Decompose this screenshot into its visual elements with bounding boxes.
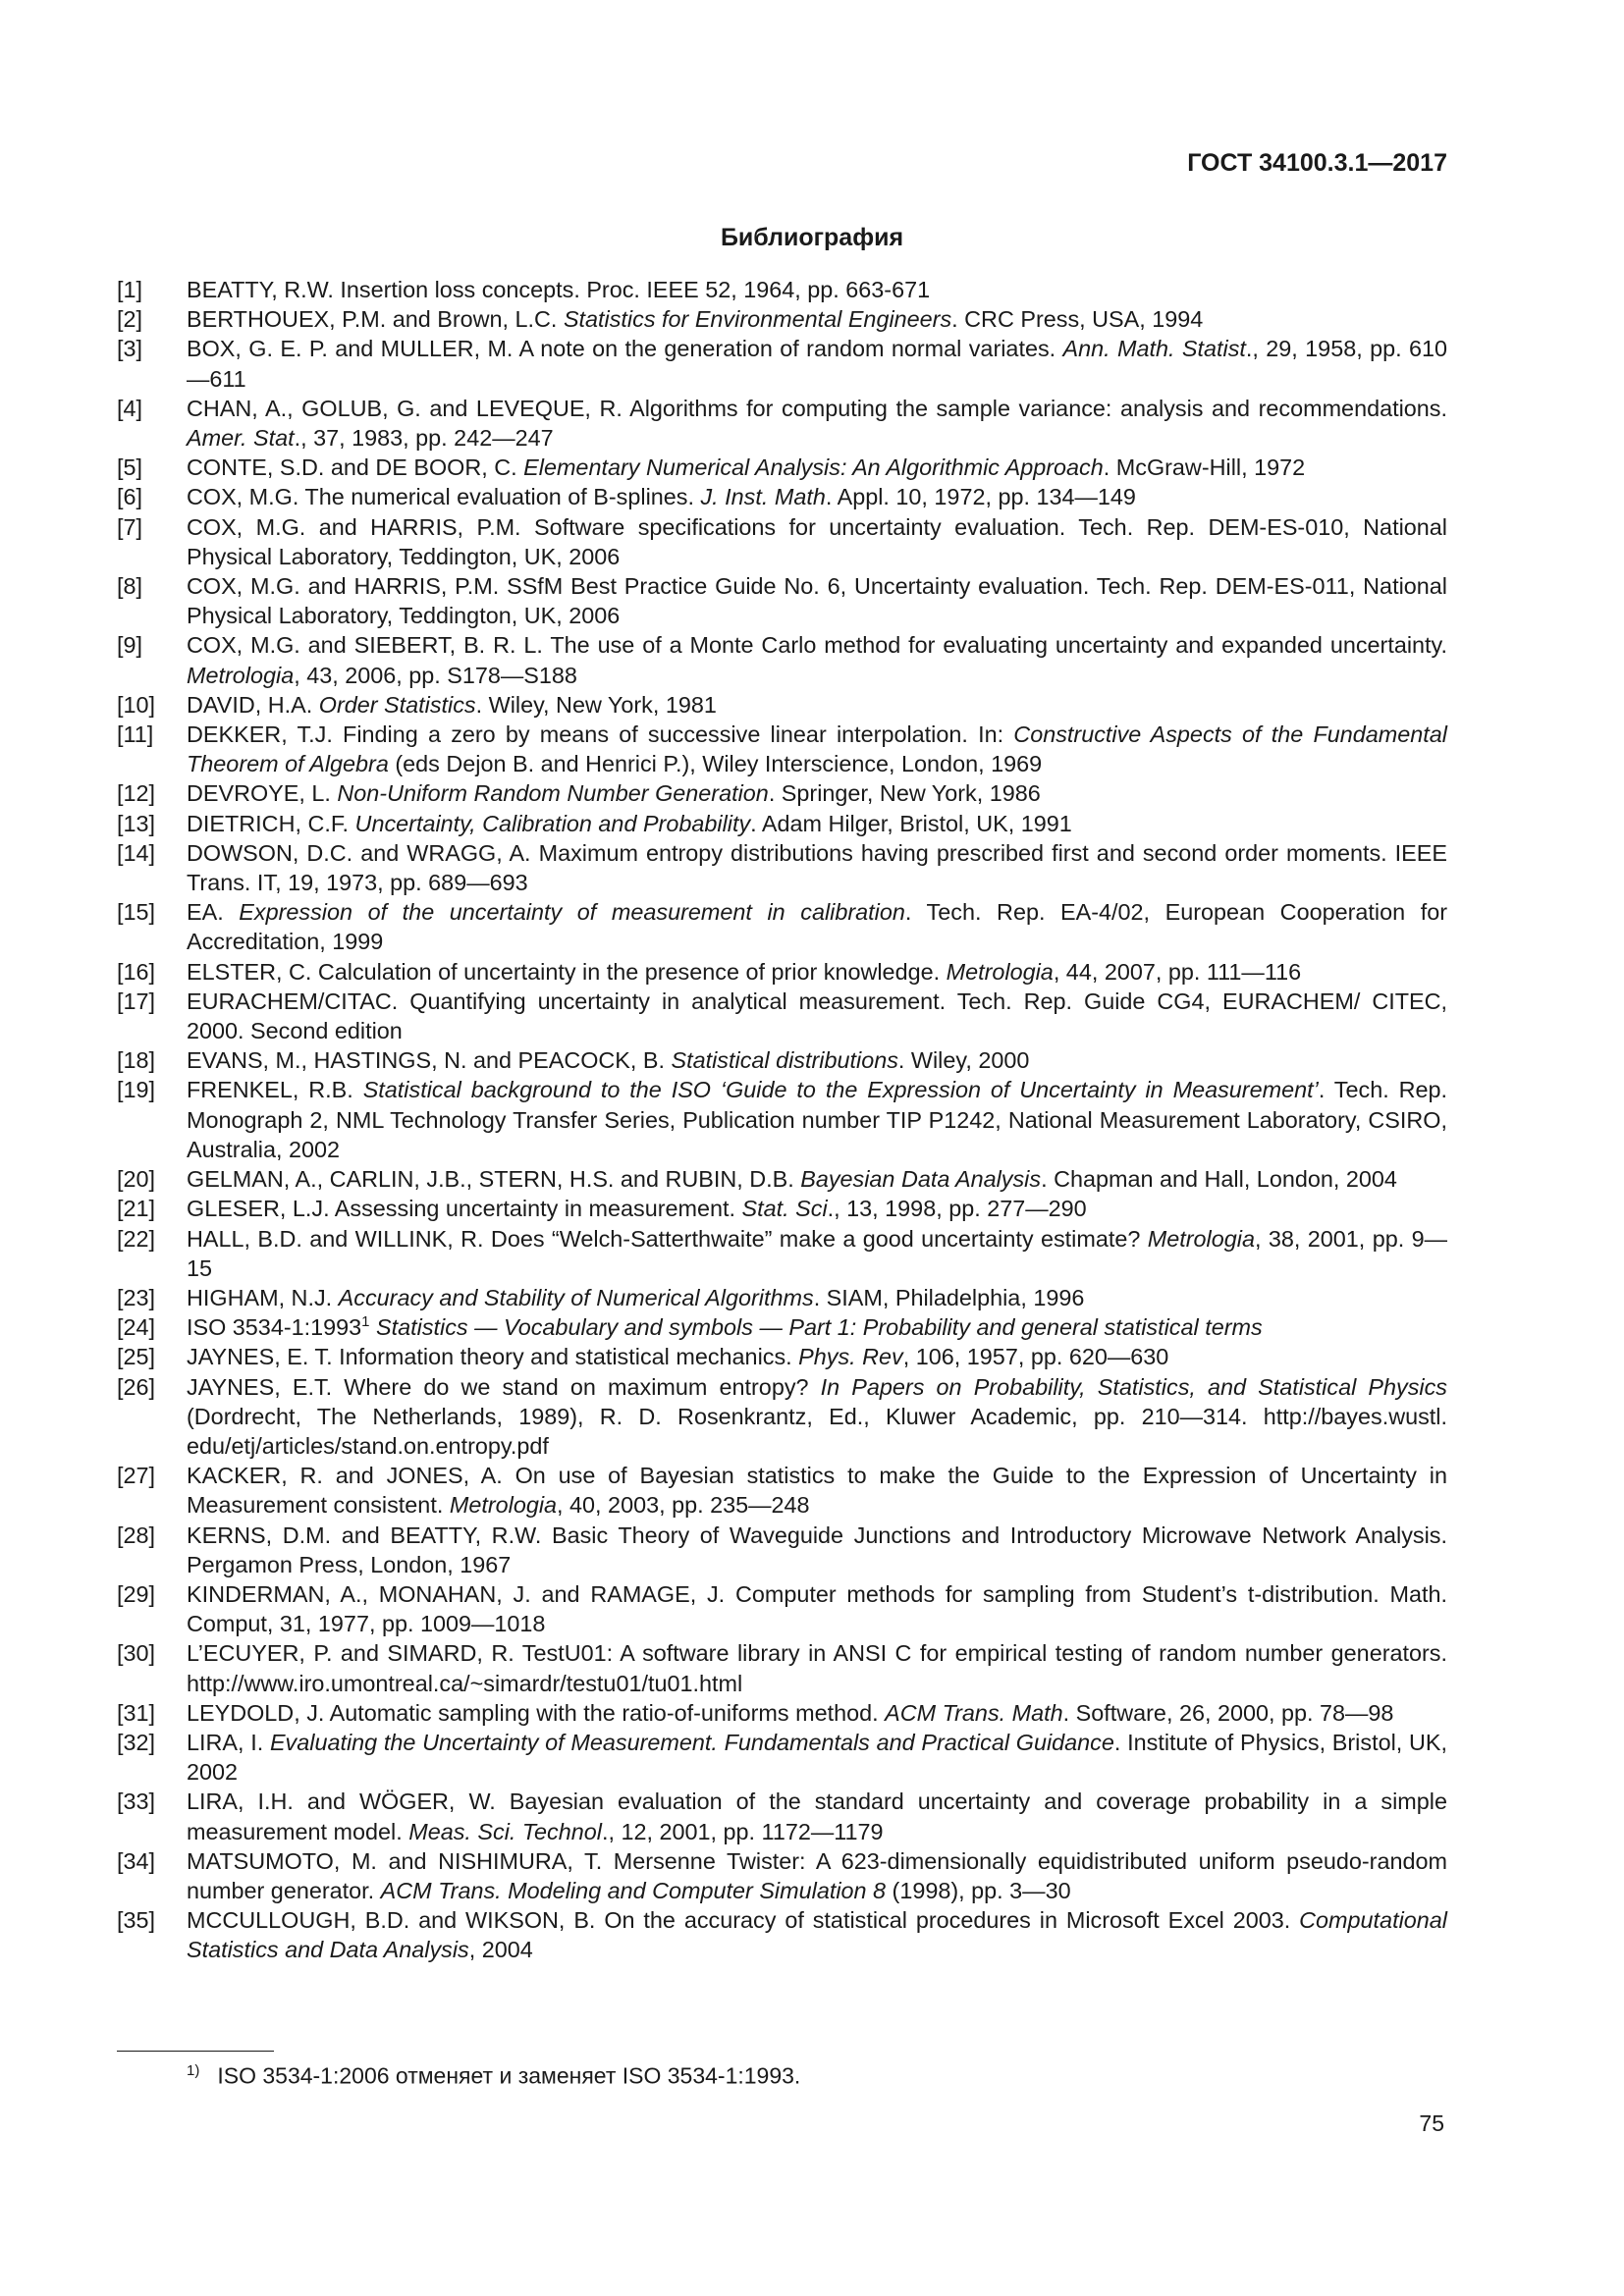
reference-item xyxy=(117,690,1447,720)
reference-plain-text: GLESER, L.J. Assessing uncertainty in measurement. xyxy=(187,1196,742,1222)
reference-number: [23] xyxy=(117,1284,156,1310)
reference-italic-text: ACM Trans. Modeling and Computer Simulation 8 xyxy=(380,1877,887,1903)
footnote xyxy=(187,2056,800,2091)
reference-item xyxy=(117,1638,1447,1697)
reference-plain-text: DIETRICH, C.F. xyxy=(187,810,355,836)
reference-italic-text: Non-Uniform Random Number Generation xyxy=(337,780,769,807)
reference-plain-text: L’ECUYER, P. and SIMARD, R. TestU01: A software library in ANSI C for empirical testing of random number generators. http://www.iro.umontreal.ca/~simardr/testu01/tu01.html xyxy=(187,1640,1447,1696)
reference-plain-text: MATSUMOTO, M. and NISHIMURA, T. Mersenne Twister: A 623-dimensionally equidistributed uniform pseudo-random number generator. xyxy=(187,1847,1447,1903)
reference-plain-text: BOX, G. E. P. and MULLER, M. A note on the generation of random normal variates. xyxy=(187,336,1063,362)
reference-plain-text: CHAN, A., GOLUB, G. and LEVEQUE, R. Algorithms for computing the sample variance: analysis and recommendations. xyxy=(187,395,1447,421)
reference-plain-text: ELSTER, C. Calculation of uncertainty in the presence of prior knowledge. xyxy=(187,958,947,985)
reference-number: [27] xyxy=(117,1463,156,1489)
reference-number: [2] xyxy=(117,306,143,333)
reference-plain-text: , 38, 2001, pp. 9—15 xyxy=(187,1225,1447,1281)
reference-text xyxy=(187,1372,1447,1462)
reference-plain-text: ., 12, 2001, pp. 1172—1179 xyxy=(601,1818,884,1844)
reference-plain-text: FRENKEL, R.B. xyxy=(187,1077,363,1103)
reference-italic-text: Bayesian Data Analysis xyxy=(800,1166,1042,1193)
reference-number: [24] xyxy=(117,1314,156,1341)
reference-plain-text: , 44, 2007, pp. 111—116 xyxy=(1053,958,1302,985)
reference-item xyxy=(117,482,1447,511)
reference-plain-text: DAVID, H.A. xyxy=(187,691,319,718)
reference-item xyxy=(117,1283,1447,1312)
reference-italic-text: Statistics for Environmental Engineers xyxy=(563,306,952,333)
reference-italic-text: Statistical distributions xyxy=(671,1047,898,1074)
reference-plain-text: KINDERMAN, A., MONAHAN, J. and RAMAGE, J. Computer methods for sampling from Student’s t-distribution. Math. Comput, 31, 1977, pp. 1009—1018 xyxy=(187,1580,1447,1637)
reference-text xyxy=(187,987,1447,1045)
reference-number: [21] xyxy=(117,1196,156,1222)
reference-plain-text: HALL, B.D. and WILLINK, R. Does “Welch-Satterthwaite” make a good uncertainty estimate? xyxy=(187,1225,1148,1252)
reference-plain-text: COX, M.G. and HARRIS, P.M. Software specifications for uncertainty evaluation. Tech. Rep. DEM-ES-010, National Physical Laboratory, Teddington, UK, 2006 xyxy=(187,513,1447,569)
reference-text xyxy=(187,512,1447,571)
reference-number: [28] xyxy=(117,1522,156,1548)
reference-italic-text: Order Statistics xyxy=(318,691,476,718)
reference-number: [14] xyxy=(117,839,156,866)
reference-text xyxy=(187,1905,1447,1964)
reference-item xyxy=(117,512,1447,571)
reference-item xyxy=(117,304,1447,334)
reference-plain-text: DEKKER, T.J. Finding a zero by means of successive linear interpolation. In: xyxy=(187,721,1014,748)
reference-plain-text: . SIAM, Philadelphia, 1996 xyxy=(813,1284,1085,1310)
reference-item xyxy=(117,1698,1447,1728)
reference-plain-text: . Adam Hilger, Bristol, UK, 1991 xyxy=(750,810,1072,836)
reference-plain-text: COX, M.G. and SIEBERT, B. R. L. The use of a Monte Carlo method for evaluating uncertainty and expanded uncertainty. xyxy=(187,632,1447,659)
reference-plain-text: . Springer, New York, 1986 xyxy=(768,780,1041,807)
reference-text xyxy=(187,482,1447,511)
reference-text xyxy=(187,897,1447,956)
reference-number: [26] xyxy=(117,1373,156,1400)
reference-number: [4] xyxy=(117,395,143,421)
reference-plain-text: JAYNES, E. T. Information theory and statistical mechanics. xyxy=(187,1344,799,1370)
reference-item xyxy=(117,1521,1447,1579)
reference-italic-text: Metrologia xyxy=(1147,1225,1255,1252)
reference-number: [1] xyxy=(117,277,143,302)
reference-italic-text: Computational Statistics and Data Analysis xyxy=(187,1907,1447,1963)
reference-italic-text: Evaluating the Uncertainty of Measurement. Fundamentals and Practical Guidance xyxy=(269,1729,1114,1755)
reference-text xyxy=(187,1075,1447,1164)
reference-item xyxy=(117,1846,1447,1905)
reference-plain-text: , 40, 2003, pp. 235—248 xyxy=(557,1492,810,1519)
reference-plain-text: EURACHEM/CITAC. Quantifying uncertainty in analytical measurement. Tech. Rep. Guide CG4, EURACHEM/ CITEC, 2000. Second edition xyxy=(187,988,1447,1044)
reference-number: [30] xyxy=(117,1640,156,1667)
reference-text xyxy=(187,1846,1447,1905)
reference-text xyxy=(187,690,1447,720)
reference-italic-text: J. Inst. Math xyxy=(700,484,826,510)
reference-item xyxy=(117,334,1447,393)
reference-plain-text: EA. xyxy=(187,899,240,926)
reference-text xyxy=(187,838,1447,897)
reference-text xyxy=(187,957,1447,987)
reference-italic-text: Metrologia xyxy=(946,958,1054,985)
reference-plain-text: BERTHOUEX, P.M. and Brown, L.C. xyxy=(187,306,564,333)
reference-plain-text: . Wiley, 2000 xyxy=(897,1047,1030,1074)
reference-item xyxy=(117,1372,1447,1462)
reference-text xyxy=(187,1342,1447,1371)
reference-number: [11] xyxy=(117,721,154,748)
reference-number: [17] xyxy=(117,988,156,1014)
reference-item xyxy=(117,630,1447,689)
reference-list xyxy=(117,275,1447,1965)
reference-italic-text: Phys. Rev xyxy=(798,1344,903,1370)
reference-plain-text: . Institute of Physics, Bristol, UK, 2002 xyxy=(187,1729,1447,1786)
reference-plain-text: LIRA, I.H. and WÖGER, W. Bayesian evaluation of the standard uncertainty and coverage probability in a simple measurement model. xyxy=(187,1789,1447,1844)
reference-plain-text: DEVROYE, L. xyxy=(187,780,338,807)
reference-item xyxy=(117,394,1447,453)
reference-text xyxy=(187,334,1447,393)
reference-number: [34] xyxy=(117,1847,156,1874)
reference-number: [20] xyxy=(117,1166,156,1193)
reference-plain-text: . Wiley, New York, 1981 xyxy=(475,691,717,718)
reference-item xyxy=(117,1579,1447,1638)
reference-item xyxy=(117,778,1447,808)
reference-text xyxy=(187,1698,1447,1728)
reference-plain-text: GELMAN, A., CARLIN, J.B., STERN, H.S. and RUBIN, D.B. xyxy=(187,1166,801,1193)
reference-plain-text: . CRC Press, USA, 1994 xyxy=(951,306,1204,333)
reference-plain-text: (1998), pp. 3—30 xyxy=(886,1877,1071,1903)
reference-item xyxy=(117,1224,1447,1283)
reference-text xyxy=(187,1787,1447,1845)
reference-plain-text: ., 13, 1998, pp. 277—290 xyxy=(827,1196,1087,1222)
reference-plain-text: COX, M.G. The numerical evaluation of B-splines. xyxy=(187,484,701,510)
reference-item xyxy=(117,1075,1447,1164)
reference-item xyxy=(117,571,1447,630)
reference-item xyxy=(117,1905,1447,1964)
reference-italic-text: Metrologia xyxy=(449,1492,558,1519)
reference-plain-text: LEYDOLD, J. Automatic sampling with the ratio-of-uniforms method. xyxy=(187,1699,886,1726)
reference-italic-text: Ann. Math. Statist xyxy=(1062,336,1246,362)
reference-text xyxy=(187,453,1447,482)
reference-text xyxy=(187,1194,1447,1223)
reference-text xyxy=(187,720,1447,778)
reference-number: [12] xyxy=(117,780,156,807)
reference-number: [29] xyxy=(117,1580,156,1607)
footnote-text: ISO 3534-1:2006 отменяет и заменяет ISO 3534-1:1993. xyxy=(217,2062,801,2089)
reference-text xyxy=(187,1728,1447,1787)
reference-text xyxy=(187,1638,1447,1697)
reference-item xyxy=(117,1787,1447,1845)
reference-plain-text: . Chapman and Hall, London, 2004 xyxy=(1041,1166,1397,1193)
reference-text xyxy=(187,1579,1447,1638)
reference-number: [13] xyxy=(117,810,156,836)
reference-number: [3] xyxy=(117,336,143,362)
reference-number: [10] xyxy=(117,691,156,718)
reference-plain-text: . Software, 26, 2000, pp. 78—98 xyxy=(1062,1699,1394,1726)
reference-number: [25] xyxy=(117,1344,156,1370)
reference-number: [6] xyxy=(117,484,143,510)
page-number: 75 xyxy=(1419,2110,1444,2136)
reference-item xyxy=(117,838,1447,897)
reference-plain-text: KERNS, D.M. and BEATTY, R.W. Basic Theory of Waveguide Junctions and Introductory Microwave Network Analysis. Pergamon Press, London, 1967 xyxy=(187,1522,1447,1577)
reference-item xyxy=(117,897,1447,956)
bibliography-title: Библиография xyxy=(720,224,904,251)
document-code: ГОСТ 34100.3.1—2017 xyxy=(1187,149,1447,177)
reference-text xyxy=(187,809,1447,838)
reference-number: [19] xyxy=(117,1077,156,1103)
reference-italic-text: Elementary Numerical Analysis: An Algorithmic Approach xyxy=(523,454,1104,481)
reference-text xyxy=(187,1521,1447,1579)
reference-italic-text: ACM Trans. Math xyxy=(885,1699,1063,1726)
reference-plain-text: , 2004 xyxy=(468,1937,533,1963)
reference-number: [22] xyxy=(117,1225,156,1252)
reference-number: [9] xyxy=(117,632,143,659)
reference-plain-text: COX, M.G. and HARRIS, P.M. SSfM Best Practice Guide No. 6, Uncertainty evaluation. Tech. Rep. DEM-ES-011, National Physical Laboratory, Teddington, UK, 2006 xyxy=(187,573,1447,629)
reference-plain-text: . Appl. 10, 1972, pp. 134—149 xyxy=(825,484,1136,510)
reference-item xyxy=(117,1194,1447,1223)
reference-item xyxy=(117,957,1447,987)
reference-item xyxy=(117,1728,1447,1787)
reference-item xyxy=(117,275,1447,304)
reference-plain-text: . Tech. Rep. Monograph 2, NML Technology Transfer Series, Publication number TIP P1242, National Measurement Laboratory, CSIRO, Australia, 2002 xyxy=(187,1077,1448,1162)
reference-italic-text: In Papers on Probability, Statistics, and Statistical Physics xyxy=(820,1373,1447,1400)
reference-number: [5] xyxy=(117,454,143,481)
reference-plain-text: LIRA, I. xyxy=(187,1729,270,1755)
reference-text xyxy=(187,1312,1447,1342)
reference-plain-text: HIGHAM, N.J. xyxy=(187,1284,339,1310)
reference-text xyxy=(187,394,1447,453)
reference-plain-text: ., 37, 1983, pp. 242—247 xyxy=(294,425,554,452)
reference-plain-text: (eds Dejon B. and Henrici P.), Wiley Interscience, London, 1969 xyxy=(388,751,1043,777)
reference-number: [32] xyxy=(117,1729,156,1755)
reference-plain-text: BEATTY, R.W. Insertion loss concepts. Proc. IEEE 52, 1964, pp. 663-671 xyxy=(187,277,931,302)
reference-italic-text: Statistics — Vocabulary and symbols — Part 1: Probability and general statistical terms xyxy=(376,1314,1263,1341)
reference-plain-text: (Dordrecht, The Netherlands, 1989), R. D. Rosenkrantz, Ed., Kluwer Academic, pp. 210—314. http://bayes.wustl. edu/etj/articles/stand.on.entropy.pdf xyxy=(187,1403,1447,1459)
reference-plain-text: MCCULLOUGH, B.D. and WIKSON, B. On the accuracy of statistical procedures in Microsoft Excel 2003. xyxy=(187,1907,1300,1934)
reference-text xyxy=(187,304,1447,334)
footnote-ref: 1 xyxy=(361,1313,370,1331)
reference-plain-text: ISO 3534-1:1993 xyxy=(187,1314,362,1341)
reference-number: [33] xyxy=(117,1789,156,1815)
reference-number: [31] xyxy=(117,1699,156,1726)
reference-item xyxy=(117,453,1447,482)
footnote-marker: 1) xyxy=(187,2062,200,2079)
reference-text xyxy=(187,571,1447,630)
reference-text xyxy=(187,778,1447,808)
reference-plain-text: JAYNES, E.T. Where do we stand on maximum entropy? xyxy=(187,1373,821,1400)
reference-number: [35] xyxy=(117,1907,156,1934)
reference-italic-text: Uncertainty, Calibration and Probability xyxy=(354,810,751,836)
reference-text xyxy=(187,1283,1447,1312)
reference-text xyxy=(187,1045,1447,1075)
footnote-divider xyxy=(117,2051,274,2052)
reference-item xyxy=(117,809,1447,838)
reference-item xyxy=(117,1045,1447,1075)
reference-item xyxy=(117,1312,1447,1342)
reference-italic-text: Constructive Aspects of the Fundamental Theorem of Algebra xyxy=(187,721,1447,777)
reference-item xyxy=(117,720,1447,778)
reference-italic-text: Metrologia xyxy=(187,662,295,688)
reference-plain-text: ., 29, 1958, pp. 610—611 xyxy=(187,336,1447,392)
reference-number: [15] xyxy=(117,899,156,926)
reference-italic-text: Meas. Sci. Technol xyxy=(408,1818,602,1844)
reference-text xyxy=(187,630,1447,689)
reference-italic-text: Statistical background to the ISO ‘Guide to the Expression of Uncertainty in Measurement’ xyxy=(362,1077,1319,1103)
reference-text xyxy=(187,1164,1447,1194)
reference-text xyxy=(187,1224,1447,1283)
reference-number: [18] xyxy=(117,1047,156,1074)
reference-plain-text: . McGraw-Hill, 1972 xyxy=(1103,454,1306,481)
reference-number: [16] xyxy=(117,958,156,985)
reference-number: [7] xyxy=(117,513,143,540)
reference-plain-text: EVANS, M., HASTINGS, N. and PEACOCK, B. xyxy=(187,1047,672,1074)
reference-italic-text: Stat. Sci xyxy=(741,1196,828,1222)
reference-italic-text: Amer. Stat xyxy=(187,425,295,452)
reference-plain-text: , 106, 1957, pp. 620—630 xyxy=(902,1344,1169,1370)
reference-plain-text: . Tech. Rep. EA-4/02, European Cooperation for Accreditation, 1999 xyxy=(187,899,1447,955)
reference-italic-text: Expression of the uncertainty of measurement in calibration xyxy=(239,899,905,926)
reference-item xyxy=(117,1342,1447,1371)
reference-plain-text: DOWSON, D.C. and WRAGG, A. Maximum entropy distributions having prescribed first and second order moments. IEEE Trans. IT, 19, 1973, pp. 689—693 xyxy=(187,839,1447,896)
reference-item xyxy=(117,1461,1447,1520)
reference-italic-text: Accuracy and Stability of Numerical Algorithms xyxy=(338,1284,814,1310)
reference-plain-text: CONTE, S.D. and DE BOOR, C. xyxy=(187,454,524,481)
reference-text xyxy=(187,275,1447,304)
reference-plain-text: , 43, 2006, pp. S178—S188 xyxy=(294,662,577,688)
reference-text xyxy=(187,1461,1447,1520)
reference-number: [8] xyxy=(117,573,143,600)
reference-item xyxy=(117,1164,1447,1194)
reference-item xyxy=(117,987,1447,1045)
reference-plain-text: KACKER, R. and JONES, A. On use of Bayesian statistics to make the Guide to the Expression of Uncertainty in Measurement consistent. xyxy=(187,1463,1447,1519)
